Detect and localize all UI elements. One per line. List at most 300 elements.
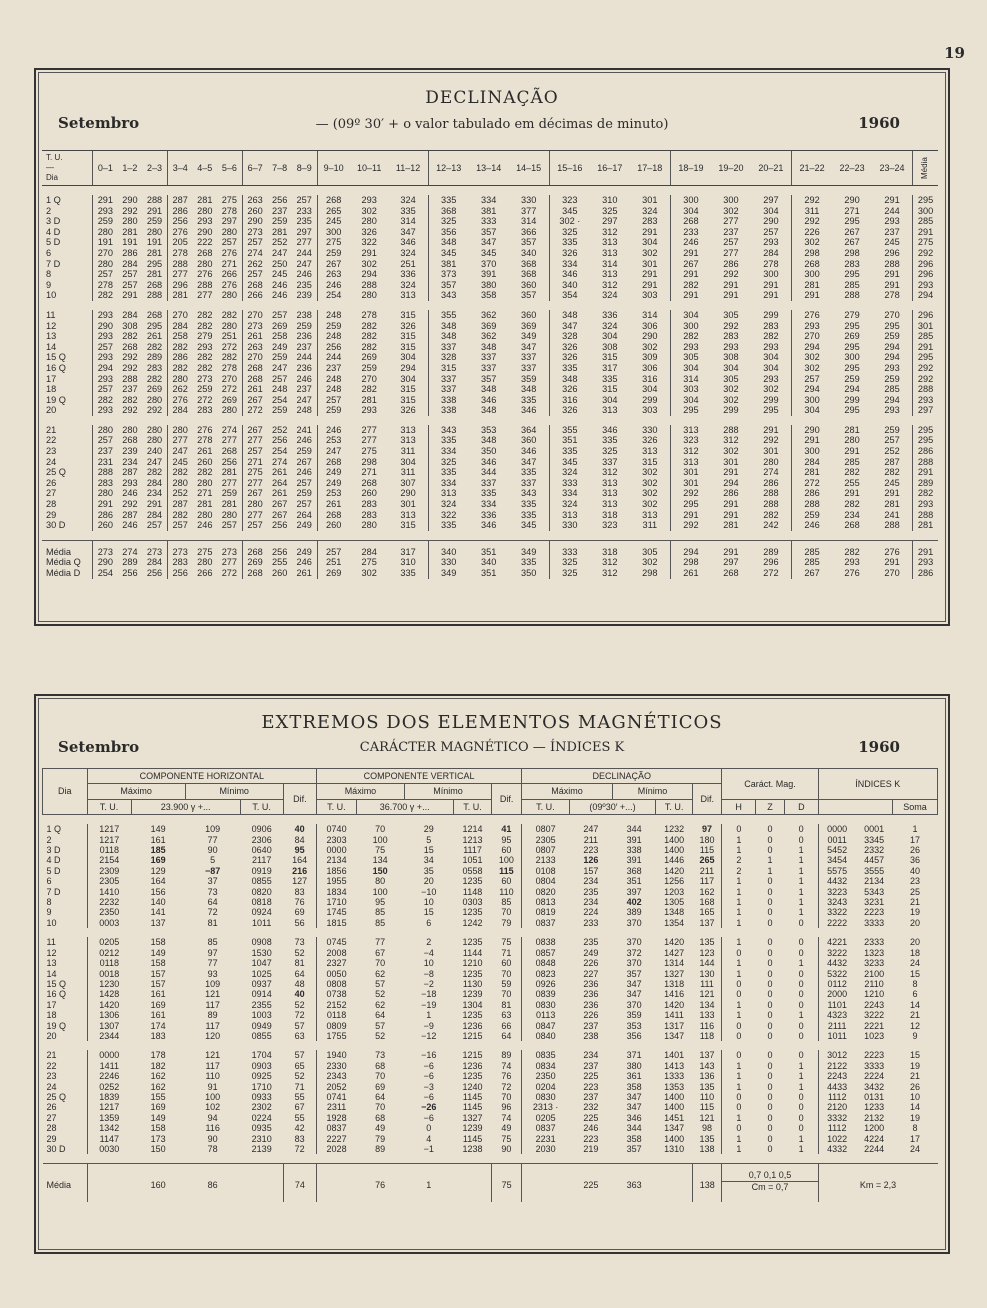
value-cell: 275 — [361, 446, 377, 457]
value-cell: 302 — [723, 446, 739, 457]
media-cell: 293 — [913, 557, 938, 568]
value-cell: 280 — [221, 290, 238, 301]
value-cell: 227 — [583, 968, 599, 979]
value-cell: 290 — [93, 321, 118, 332]
value-cell: 5322 — [818, 969, 856, 979]
value-cell: 295 — [844, 216, 860, 227]
value-cell: 284 — [167, 405, 192, 416]
day-label: 30 D — [46, 520, 66, 531]
value-cell: 291 — [642, 226, 658, 237]
value-cell: 248 — [296, 405, 312, 416]
value-cell: 295 — [884, 320, 900, 331]
value-cell: 40 — [294, 824, 305, 835]
value-cell: 257 — [242, 237, 267, 248]
value-cell: 350 — [481, 446, 497, 457]
value-cell: 338 — [626, 845, 642, 856]
value-cell: 234 — [146, 488, 163, 499]
value-cell: 89 — [375, 1144, 386, 1154]
empty — [522, 1164, 570, 1202]
value-cell: 296 — [913, 259, 938, 270]
value-cell: 257 — [221, 520, 238, 531]
value-cell: 261 — [242, 331, 267, 342]
value-cell: 259 — [361, 362, 377, 373]
value-cell: 304 — [642, 237, 658, 248]
value-cell: 81 — [501, 999, 512, 1010]
value-cell: 0820 — [522, 887, 570, 897]
value-cell: 2134 — [317, 855, 356, 865]
value-cell: 1 — [798, 1071, 804, 1082]
value-cell: 261 — [146, 331, 163, 342]
value-cell: 35 — [423, 865, 434, 876]
value-cell: 0819 — [522, 907, 570, 917]
value-cell: 1213 — [462, 834, 483, 845]
value-cell: 0741 — [317, 1092, 356, 1102]
value-cell: 0818 — [251, 897, 272, 908]
value-cell: 291 — [670, 269, 711, 280]
table-row — [42, 374, 938, 385]
value-cell: 256 — [271, 195, 288, 205]
value-cell: 290 — [763, 216, 779, 227]
value-cell: 282 — [763, 509, 779, 520]
value-cell: 282 — [913, 488, 938, 499]
media-cell: 273 — [93, 540, 118, 557]
value-cell: 256 — [167, 216, 192, 227]
value-cell: 270 — [167, 310, 192, 321]
value-cell: 357 — [626, 1144, 642, 1154]
value-cell: 2355 — [251, 999, 272, 1010]
value-cell: 3243 — [818, 897, 856, 907]
value-cell: 109 — [205, 824, 221, 835]
value-cell: 256 — [317, 342, 350, 353]
value-cell: −6 — [423, 1071, 434, 1082]
value-cell: 273 — [242, 227, 267, 238]
value-cell: 295 — [913, 195, 938, 206]
value-cell: 1 — [722, 937, 756, 947]
value-cell: 348 — [521, 384, 537, 395]
value-cell: 1235 — [462, 937, 483, 948]
value-cell: 268 — [242, 280, 267, 291]
value-cell: 295 — [913, 425, 938, 436]
value-cell: 335 — [521, 499, 537, 510]
value-cell: 0 — [798, 999, 804, 1010]
value-cell: 0000 — [818, 824, 856, 834]
value-cell: 282 — [361, 384, 377, 395]
value-cell: 1427 — [664, 947, 685, 958]
value-cell: 1239 — [462, 1123, 483, 1134]
value-cell: 21 — [909, 1071, 920, 1082]
value-cell: 295 — [146, 258, 163, 269]
value-cell: 2309 — [87, 866, 131, 876]
value-cell: 280 — [93, 425, 118, 436]
value-cell: 249 — [296, 520, 312, 531]
value-cell: 348 — [481, 435, 497, 446]
value-cell: 1238 — [462, 1144, 483, 1154]
media-cell: 291 — [711, 540, 751, 557]
value-cell: 284 — [146, 477, 163, 488]
value-cell: 260 — [317, 520, 350, 531]
value-cell: 337 — [521, 477, 537, 488]
value-cell: 21 — [909, 897, 920, 908]
value-cell: 1 — [722, 969, 756, 979]
value-cell: 276 — [792, 310, 833, 321]
value-cell: 277 — [242, 435, 267, 446]
value-cell: 1232 — [664, 824, 685, 835]
value-cell: 247 — [296, 394, 312, 405]
value-cell: 234 — [583, 876, 599, 887]
value-cell: 234 — [583, 897, 599, 908]
value-cell: 0 — [767, 1081, 773, 1092]
value-cell: 140 — [150, 897, 166, 908]
value-cell: 270 — [221, 373, 238, 384]
value-cell: 261 — [271, 488, 288, 499]
value-cell: 267 — [242, 425, 267, 436]
value-cell: 15 — [423, 907, 434, 918]
value-cell: 64 — [294, 968, 305, 979]
value-cell: 293 — [197, 216, 213, 227]
value-cell: 1327 — [462, 1112, 483, 1123]
value-cell: 335 — [549, 237, 590, 248]
value-cell: 343 — [428, 290, 469, 301]
value-cell: 3333 — [864, 1060, 885, 1071]
media-cell: 256 — [267, 540, 291, 557]
value-cell: −4 — [423, 947, 434, 958]
value-cell: 259 — [221, 488, 238, 499]
value-cell: 285 — [844, 456, 860, 467]
value-cell: 231 — [93, 457, 118, 468]
value-cell: 370 — [626, 958, 642, 969]
media-row — [42, 540, 938, 557]
value-cell: 267 — [242, 395, 267, 406]
value-cell: 240 — [146, 446, 163, 457]
value-cell: 236 — [583, 989, 599, 1000]
col-indices-k: ÍNDICES K — [818, 769, 937, 800]
value-cell: 111 — [700, 978, 714, 989]
value-cell: 90 — [501, 1144, 512, 1154]
value-cell: 324 — [602, 290, 618, 301]
value-cell: 256 — [221, 456, 238, 467]
value-cell: 357 — [521, 237, 537, 248]
value-cell: 299 — [642, 394, 658, 405]
value-cell: 2306 — [251, 834, 272, 845]
value-cell: 0112 — [818, 979, 856, 989]
value-cell: 0 — [798, 989, 804, 1000]
value-cell: 334 — [549, 488, 590, 499]
value-cell: −6 — [423, 1112, 434, 1123]
value-cell: 291 — [670, 290, 711, 301]
value-cell: 2350 — [87, 907, 131, 917]
value-cell: 246 — [792, 520, 833, 531]
value-cell: 259 — [884, 373, 900, 384]
value-cell: 0855 — [251, 876, 272, 887]
value-cell: 313 — [400, 290, 416, 301]
value-cell: 293 — [884, 362, 900, 373]
value-cell: 310 — [602, 195, 618, 205]
value-cell: 286 — [792, 488, 833, 499]
value-cell: 292 — [913, 363, 938, 374]
value-cell: 0 — [798, 978, 804, 989]
media-h-dif: 74 — [283, 1164, 316, 1202]
value-cell: 10 — [423, 958, 434, 969]
value-cell: 360 — [521, 435, 537, 446]
table-row — [43, 1113, 938, 1123]
value-cell: 285 — [913, 216, 938, 227]
value-cell: 292 — [792, 195, 833, 206]
value-cell: 326 — [549, 352, 590, 363]
value-cell: 272 — [221, 341, 238, 352]
value-cell: 257 — [93, 384, 118, 395]
value-cell: 287 — [122, 467, 138, 478]
value-cell: 277 — [221, 477, 238, 488]
value-cell: 71 — [501, 947, 512, 958]
value-cell: 2 — [722, 855, 756, 865]
value-cell: 0837 — [522, 1123, 570, 1133]
value-cell: 117 — [699, 876, 715, 887]
value-cell: 233 — [670, 227, 711, 238]
col-dif: Dif. — [693, 784, 722, 815]
value-cell: 0847 — [522, 1021, 570, 1031]
media-cell: 296 — [763, 557, 779, 568]
value-cell: 324 — [428, 499, 469, 510]
value-cell: 64 — [207, 897, 218, 908]
value-cell: 261 — [197, 446, 213, 457]
value-cell: 292 — [122, 405, 138, 416]
value-cell: 2221 — [864, 1020, 885, 1031]
value-cell: 1 — [798, 1081, 804, 1092]
value-cell: 304 — [400, 352, 416, 363]
value-cell: 0813 — [522, 897, 570, 907]
value-cell: 292 — [122, 352, 138, 363]
value-cell: 24 — [909, 958, 920, 969]
value-cell: 52 — [294, 1071, 305, 1082]
media-cell: 261 — [296, 568, 312, 578]
value-cell: 288 — [844, 290, 860, 301]
value-cell: 0 — [767, 897, 773, 908]
value-cell: 268 — [242, 363, 267, 374]
col-dia: Dia — [43, 769, 88, 815]
table-row — [42, 290, 938, 301]
value-cell: 277 — [167, 269, 192, 280]
value-cell: 0118 — [87, 958, 131, 968]
value-cell: 362 — [481, 309, 497, 320]
day-label: 23 — [46, 446, 57, 457]
value-cell: 257 — [723, 237, 739, 248]
value-cell: 304 — [763, 352, 779, 363]
value-cell: 0 — [798, 1050, 804, 1061]
value-cell: 84 — [294, 834, 305, 845]
value-cell: 4 — [426, 1133, 432, 1144]
value-cell: 288 — [763, 499, 779, 510]
value-cell: 1 — [722, 1000, 756, 1010]
media-cell: 349 — [428, 568, 469, 579]
value-cell: 368 — [521, 269, 537, 280]
value-cell: 2028 — [317, 1144, 356, 1154]
value-cell: 280 — [221, 320, 238, 331]
value-cell: 149 — [150, 824, 166, 835]
table-row — [42, 446, 938, 457]
value-cell: 300 — [913, 206, 938, 217]
value-cell: 281 — [844, 424, 860, 435]
value-cell: 0 — [798, 1123, 804, 1134]
value-cell: 264 — [271, 477, 288, 488]
value-cell: 70 — [501, 989, 512, 1000]
value-cell: 287 — [122, 509, 138, 520]
value-cell: 150 — [372, 865, 388, 876]
value-cell: 293 — [913, 280, 938, 291]
value-cell: 259 — [271, 405, 288, 416]
table-row — [43, 1031, 938, 1041]
value-cell: 337 — [481, 362, 497, 373]
value-cell: 5 — [426, 834, 432, 845]
value-cell: 173 — [150, 1133, 166, 1144]
value-cell: 0 — [798, 1112, 804, 1123]
value-cell: 2243 — [864, 999, 885, 1010]
value-cell: 236 — [296, 362, 312, 373]
value-cell: 348 — [481, 384, 497, 395]
value-cell: 274 — [763, 467, 779, 478]
value-cell: 291 — [763, 424, 779, 435]
value-cell: 288 — [884, 520, 900, 531]
media-cell: 257 — [317, 540, 350, 557]
value-cell: 1112 — [818, 1123, 856, 1133]
header-day-label: Dia — [46, 173, 59, 182]
value-cell: 291 — [884, 488, 900, 499]
value-cell: 77 — [207, 958, 218, 969]
day-label: 27 — [46, 488, 57, 499]
value-cell: 117 — [205, 1060, 220, 1071]
value-cell: 336 — [481, 509, 497, 520]
value-cell: 224 — [583, 907, 599, 918]
value-cell: 41 — [501, 824, 512, 835]
value-cell: 1704 — [251, 1050, 272, 1061]
value-cell: 1 — [722, 897, 756, 907]
col-base: (09º30′ +...) — [569, 799, 656, 814]
value-cell: 299 — [763, 309, 779, 320]
value-cell: 324 — [642, 205, 658, 216]
value-cell: 266 — [221, 269, 238, 280]
value-cell: 280 — [93, 227, 118, 238]
media-cell: 269 — [242, 557, 267, 568]
value-cell: 324 — [549, 467, 590, 478]
table-row — [43, 1021, 938, 1031]
value-cell: 3333 — [864, 917, 885, 928]
value-cell: 313 — [602, 237, 618, 248]
value-cell: 260 — [93, 520, 118, 531]
value-cell: 349 — [521, 331, 537, 342]
value-cell: 282 — [361, 320, 377, 331]
value-cell: 15 — [423, 845, 434, 856]
value-cell: 0 — [426, 1123, 432, 1134]
value-cell: 1011 — [252, 917, 272, 928]
value-cell: 248 — [317, 331, 350, 342]
value-cell: 55 — [294, 1112, 305, 1123]
day-label: 28 — [46, 1123, 57, 1134]
value-cell: 275 — [317, 237, 350, 248]
value-cell: 280 — [93, 488, 118, 499]
value-cell: 245 — [317, 216, 350, 227]
value-cell: 149 — [150, 947, 166, 958]
value-cell: 155 — [150, 1091, 166, 1102]
value-cell: 346 — [549, 269, 590, 280]
media-label: Média D — [46, 568, 81, 578]
value-cell: 334 — [481, 195, 497, 205]
value-cell: 315 — [602, 384, 618, 395]
media-row — [42, 557, 938, 568]
value-cell: 3332 — [818, 1113, 856, 1123]
table-row — [43, 1050, 938, 1060]
value-cell: 293 — [670, 342, 711, 353]
table-row — [42, 435, 938, 446]
value-cell: 340 — [521, 247, 537, 258]
value-cell: 1955 — [317, 876, 356, 886]
value-cell: 372 — [626, 947, 642, 958]
value-cell: 315 — [400, 384, 416, 395]
value-cell: 326 — [549, 384, 590, 395]
value-cell: 133 — [699, 1010, 715, 1021]
value-cell: 17 — [909, 1133, 920, 1144]
value-cell: 264 — [296, 509, 312, 520]
value-cell: 2224 — [864, 1071, 885, 1082]
value-cell: 381 — [428, 259, 469, 270]
value-cell: 257 — [296, 499, 312, 510]
value-cell: 2246 — [87, 1071, 131, 1081]
value-cell: 1928 — [317, 1113, 356, 1123]
value-cell: 1145 — [462, 1102, 483, 1113]
value-cell: 118 — [699, 1030, 715, 1041]
value-cell: 370 — [626, 999, 642, 1010]
value-cell: 1022 — [818, 1134, 856, 1144]
value-cell: 280 — [167, 425, 192, 436]
value-cell: 1530 — [251, 947, 272, 958]
value-cell: 257 — [271, 309, 288, 320]
value-cell: 347 — [626, 978, 642, 989]
value-cell: 0000 — [87, 1050, 131, 1060]
value-cell: 246 — [271, 279, 288, 290]
media-cell: 317 — [389, 540, 429, 557]
media-cell: 289 — [751, 540, 792, 557]
value-cell: 1217 — [87, 824, 131, 834]
value-cell: 1235 — [462, 1071, 483, 1082]
table-row — [43, 845, 938, 855]
value-cell: 2117 — [252, 855, 272, 866]
table-row — [43, 887, 938, 897]
value-cell: 72 — [207, 907, 218, 918]
table-row — [42, 488, 938, 499]
value-cell: 3454 — [818, 855, 856, 865]
value-cell: −6 — [423, 1091, 434, 1102]
value-cell: 0 — [767, 958, 773, 969]
value-cell: 335 — [521, 509, 537, 520]
value-cell: 282 — [167, 363, 192, 374]
table-row — [43, 918, 938, 928]
value-cell: 278 — [93, 280, 118, 291]
value-cell: 282 — [670, 280, 711, 291]
value-cell: 15 — [909, 1050, 920, 1061]
value-cell: 161 — [150, 989, 166, 1000]
value-cell: 346 — [521, 446, 537, 457]
value-cell: 259 — [792, 510, 833, 521]
value-cell: 313 — [602, 499, 618, 510]
value-cell: 313 — [602, 488, 618, 499]
day-label: 28 — [46, 499, 57, 510]
value-cell: 1025 — [251, 968, 272, 979]
value-cell: 282 — [670, 331, 711, 342]
value-cell: 0924 — [251, 907, 272, 918]
value-cell: 20 — [909, 917, 920, 928]
value-cell: 0011 — [818, 835, 856, 845]
value-cell: 358 — [481, 290, 497, 301]
value-cell: 281 — [913, 520, 938, 531]
value-cell: 1 — [798, 897, 804, 908]
